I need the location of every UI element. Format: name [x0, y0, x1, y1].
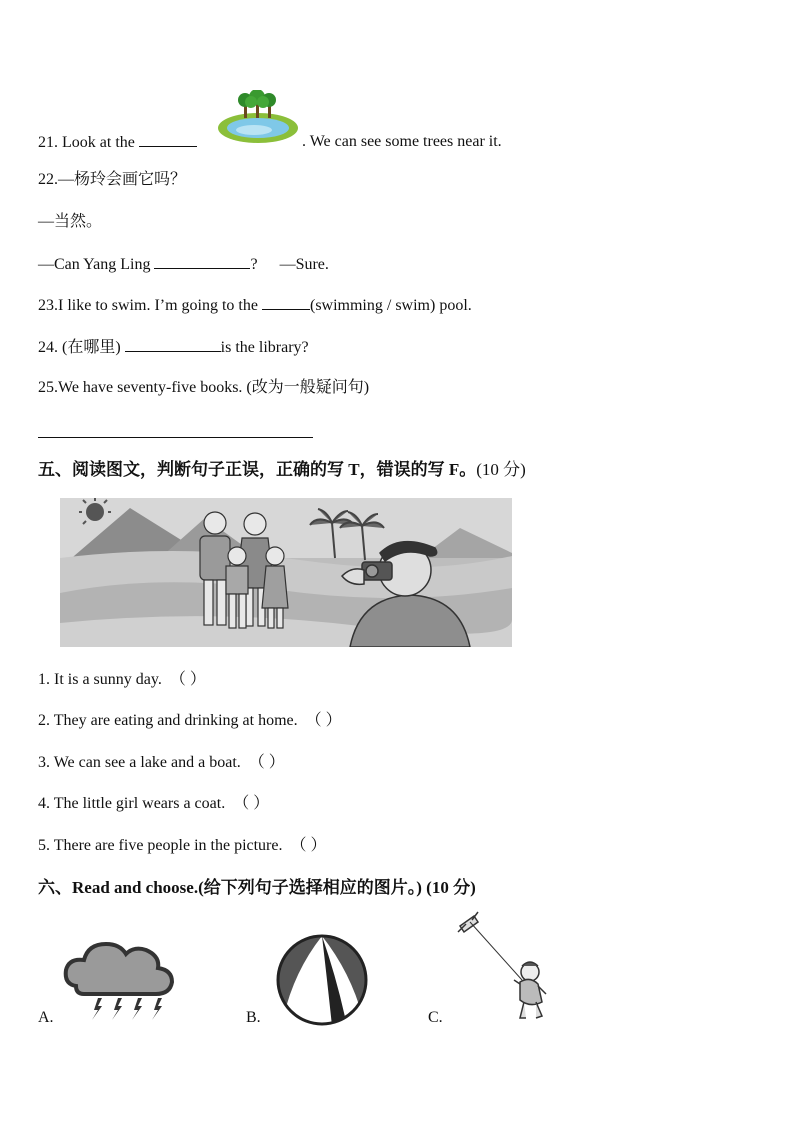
section-6-title: 六、Read and choose.(给下列句子选择相应的图片。) (10 分) [38, 878, 476, 897]
answer-blank[interactable] [154, 254, 250, 269]
answer-parentheses[interactable]: （ ） [290, 837, 327, 854]
question-25: 25.We have seventy-five books. (改为一般疑问句) [38, 379, 370, 396]
answer-parentheses[interactable]: （ ） [169, 671, 206, 688]
answer-blank[interactable] [139, 132, 197, 147]
answer-line[interactable] [38, 437, 313, 438]
answer-blank[interactable] [262, 295, 310, 310]
answer-blank[interactable] [125, 337, 221, 352]
family-desert-photo-icon [60, 498, 512, 647]
answer-parentheses[interactable]: （ ） [233, 795, 270, 812]
beach-ball-icon[interactable] [272, 934, 372, 1026]
answer-parentheses[interactable]: （ ） [305, 712, 342, 729]
boy-flying-kite-icon[interactable] [452, 910, 556, 1028]
question-21: 21. Look at the [38, 132, 197, 153]
lake-with-trees-icon [216, 90, 300, 146]
statement-4: 4. The little girl wears a coat. （ ） [38, 795, 270, 812]
statement-2: 2. They are eating and drinking at home. （ ） [38, 712, 342, 729]
question-21-ending: . We can see some trees near it. [302, 133, 502, 150]
question-22-english: —Can Yang Ling ? —Sure. [38, 256, 329, 273]
rain-cloud-icon[interactable] [62, 938, 184, 1028]
question-23: 23.I like to swim. I’m going to the (swimming / swim) pool. [38, 297, 472, 314]
question-22-prompt: 22.—杨玲会画它吗？ [38, 171, 187, 188]
answer-parentheses[interactable]: （ ） [248, 754, 285, 771]
statement-3: 3. We can see a lake and a boat. （ ） [38, 754, 285, 771]
question-number: 21 [38, 134, 54, 151]
section-5-title: 五、阅读图文，判断句子正误，正确的写 T，错误的写 F。(10 分) [38, 460, 526, 479]
option-c-label: C. [428, 1009, 443, 1026]
question-24: 24. (在哪里) is the library? [38, 339, 309, 356]
statement-1: 1. It is a sunny day. （ ） [38, 671, 206, 688]
question-22-answer-cn: —当然。 [38, 213, 103, 230]
option-a-label: A. [38, 1009, 54, 1026]
statement-5: 5. There are five people in the picture. （ ） [38, 837, 327, 854]
option-b-label: B. [246, 1009, 261, 1026]
